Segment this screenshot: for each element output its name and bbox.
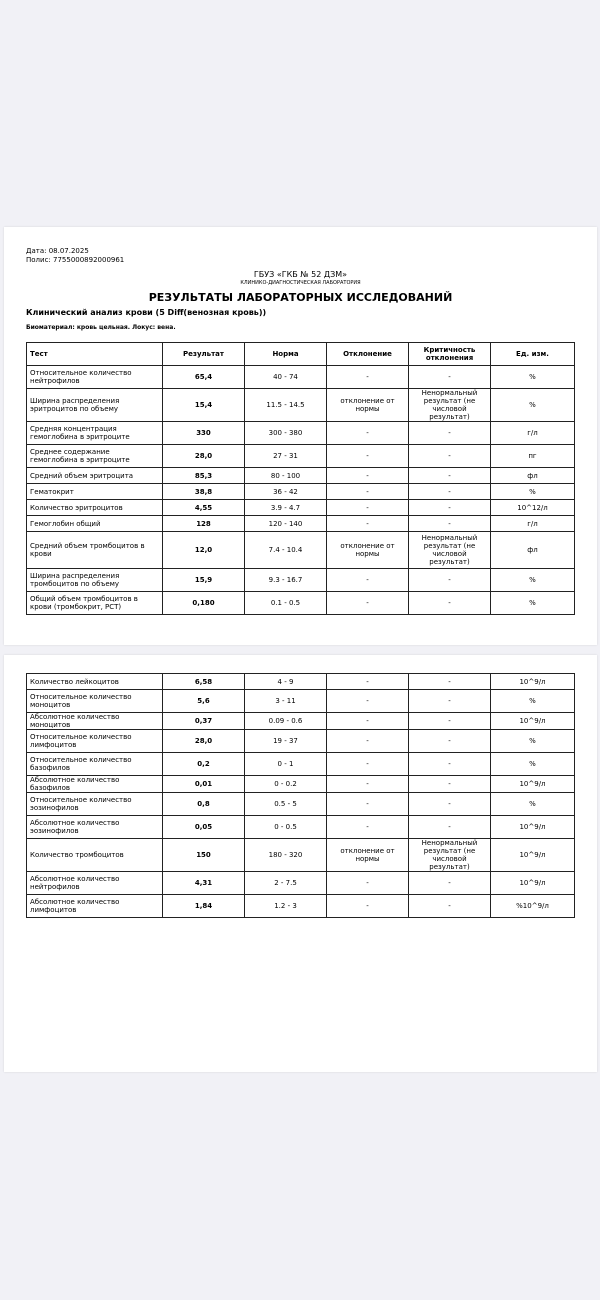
norm-range-cell: 180 - 320 (245, 839, 327, 872)
result-value-cell: 4,31 (163, 872, 245, 895)
report-page-1 (4, 227, 597, 645)
unit-cell: % (491, 484, 575, 500)
result-value-cell: 1,84 (163, 895, 245, 918)
norm-range-cell: 11.5 - 14.5 (245, 389, 327, 422)
norm-range-cell: 0 - 1 (245, 753, 327, 776)
table-row (27, 793, 575, 816)
table-row (27, 484, 575, 500)
criticality-cell: - (409, 872, 491, 895)
table-row (27, 516, 575, 532)
deviation-cell: - (327, 713, 409, 730)
test-name-cell: Количество лейкоцитов (27, 674, 163, 690)
criticality-cell: - (409, 516, 491, 532)
unit-cell: % (491, 366, 575, 389)
norm-range-cell: 0.5 - 5 (245, 793, 327, 816)
table-header-row (27, 343, 575, 366)
deviation-cell: - (327, 730, 409, 753)
deviation-cell: - (327, 592, 409, 615)
test-name-cell: Общий объем тромбоцитов в крови (тромбокрит, PCT) (27, 592, 163, 615)
unit-cell: % (491, 753, 575, 776)
column-header-criticality: Критичность отклонения (409, 343, 491, 366)
criticality-cell: - (409, 674, 491, 690)
result-value-cell: 0,180 (163, 592, 245, 615)
unit-cell: % (491, 592, 575, 615)
deviation-cell: - (327, 674, 409, 690)
report-page-2 (4, 655, 597, 1072)
criticality-cell: - (409, 753, 491, 776)
result-value-cell: 150 (163, 839, 245, 872)
unit-cell: %10^9/л (491, 895, 575, 918)
norm-range-cell: 3 - 11 (245, 690, 327, 713)
norm-range-cell: 0 - 0.2 (245, 776, 327, 793)
column-header-result: Результат (163, 343, 245, 366)
test-name-cell: Абсолютное количество лимфоцитов (27, 895, 163, 918)
result-value-cell: 0,05 (163, 816, 245, 839)
norm-range-cell: 0.1 - 0.5 (245, 592, 327, 615)
deviation-cell: - (327, 690, 409, 713)
deviation-cell: - (327, 445, 409, 468)
test-name-cell: Гематокрит (27, 484, 163, 500)
norm-range-cell: 9.3 - 16.7 (245, 569, 327, 592)
table-row (27, 592, 575, 615)
organization-name: ГБУЗ «ГКБ № 52 ДЗМ» (253, 270, 348, 279)
result-value-cell: 12,0 (163, 532, 245, 569)
norm-range-cell: 0 - 0.5 (245, 816, 327, 839)
unit-cell: фл (491, 532, 575, 569)
table-row (27, 422, 575, 445)
analysis-title: Клинический анализ крови (5 Diff(венозная кровь)) (26, 308, 267, 317)
criticality-cell: - (409, 690, 491, 713)
result-value-cell: 330 (163, 422, 245, 445)
table-row (27, 776, 575, 793)
norm-range-cell: 80 - 100 (245, 468, 327, 484)
criticality-cell: Ненормальный результат (не числовой результат) (409, 839, 491, 872)
result-value-cell: 4,55 (163, 500, 245, 516)
results-table-page-1 (26, 342, 575, 615)
deviation-cell: - (327, 366, 409, 389)
table-row (27, 445, 575, 468)
norm-range-cell: 19 - 37 (245, 730, 327, 753)
norm-range-cell: 300 - 380 (245, 422, 327, 445)
deviation-cell: отклонение от нормы (327, 532, 409, 569)
unit-cell: 10^9/л (491, 674, 575, 690)
deviation-cell: - (327, 776, 409, 793)
norm-range-cell: 40 - 74 (245, 366, 327, 389)
norm-range-cell: 2 - 7.5 (245, 872, 327, 895)
test-name-cell: Относительное количество моноцитов (27, 690, 163, 713)
test-name-cell: Средний объем эритроцита (27, 468, 163, 484)
criticality-cell: - (409, 500, 491, 516)
norm-range-cell: 1.2 - 3 (245, 895, 327, 918)
criticality-cell: - (409, 422, 491, 445)
policy-number: Полис: 7755000892000961 (26, 255, 125, 264)
deviation-cell: отклонение от нормы (327, 389, 409, 422)
table-row (27, 569, 575, 592)
test-name-cell: Средний объем тромбоцитов в крови (27, 532, 163, 569)
result-value-cell: 28,0 (163, 445, 245, 468)
results-table-page-2 (26, 673, 575, 918)
test-name-cell: Ширина распределения тромбоцитов по объему (27, 569, 163, 592)
table-row (27, 895, 575, 918)
result-value-cell: 0,37 (163, 713, 245, 730)
deviation-cell: отклонение от нормы (327, 839, 409, 872)
table-row (27, 366, 575, 389)
result-value-cell: 65,4 (163, 366, 245, 389)
norm-range-cell: 0.09 - 0.6 (245, 713, 327, 730)
norm-range-cell: 7.4 - 10.4 (245, 532, 327, 569)
result-value-cell: 0,2 (163, 753, 245, 776)
norm-range-cell: 36 - 42 (245, 484, 327, 500)
test-name-cell: Абсолютное количество моноцитов (27, 713, 163, 730)
deviation-cell: - (327, 895, 409, 918)
column-header-deviation: Отклонение (327, 343, 409, 366)
column-header-test: Тест (27, 343, 163, 366)
criticality-cell: - (409, 569, 491, 592)
result-value-cell: 15,4 (163, 389, 245, 422)
test-name-cell: Относительное количество эозинофилов (27, 793, 163, 816)
table-row (27, 389, 575, 422)
unit-cell: % (491, 793, 575, 816)
criticality-cell: - (409, 468, 491, 484)
table-row (27, 872, 575, 895)
deviation-cell: - (327, 484, 409, 500)
norm-range-cell: 3.9 - 4.7 (245, 500, 327, 516)
result-value-cell: 0,8 (163, 793, 245, 816)
norm-range-cell: 120 - 140 (245, 516, 327, 532)
unit-cell: 10^9/л (491, 776, 575, 793)
criticality-cell: - (409, 730, 491, 753)
test-name-cell: Абсолютное количество нейтрофилов (27, 872, 163, 895)
criticality-cell: - (409, 793, 491, 816)
unit-cell: % (491, 569, 575, 592)
unit-cell: 10^12/л (491, 500, 575, 516)
test-name-cell: Относительное количество базофилов (27, 753, 163, 776)
test-name-cell: Ширина распределения эритроцитов по объему (27, 389, 163, 422)
test-name-cell: Средняя концентрация гемоглобина в эритроците (27, 422, 163, 445)
unit-cell: фл (491, 468, 575, 484)
unit-cell: % (491, 730, 575, 753)
report-meta (26, 247, 124, 264)
criticality-cell: - (409, 895, 491, 918)
deviation-cell: - (327, 569, 409, 592)
test-name-cell: Гемоглобин общий (27, 516, 163, 532)
unit-cell: % (491, 690, 575, 713)
table-row (27, 500, 575, 516)
deviation-cell: - (327, 468, 409, 484)
criticality-cell: - (409, 445, 491, 468)
criticality-cell: Ненормальный результат (не числовой результат) (409, 389, 491, 422)
deviation-cell: - (327, 872, 409, 895)
table-row (27, 532, 575, 569)
test-name-cell: Количество тромбоцитов (27, 839, 163, 872)
table-row (27, 839, 575, 872)
unit-cell: пг (491, 445, 575, 468)
criticality-cell: - (409, 816, 491, 839)
result-value-cell: 0,01 (163, 776, 245, 793)
criticality-cell: - (409, 366, 491, 389)
criticality-cell: - (409, 592, 491, 615)
deviation-cell: - (327, 816, 409, 839)
laboratory-name: КЛИНИКО-ДИАГНОСТИЧЕСКАЯ ЛАБОРАТОРИЯ (240, 280, 361, 286)
test-name-cell: Абсолютное количество эозинофилов (27, 816, 163, 839)
result-value-cell: 28,0 (163, 730, 245, 753)
result-value-cell: 6,58 (163, 674, 245, 690)
unit-cell: 10^9/л (491, 816, 575, 839)
result-value-cell: 128 (163, 516, 245, 532)
table-row (27, 468, 575, 484)
test-name-cell: Абсолютное количество базофилов (27, 776, 163, 793)
result-value-cell: 5,6 (163, 690, 245, 713)
page-title: РЕЗУЛЬТАТЫ ЛАБОРАТОРНЫХ ИССЛЕДОВАНИЙ (148, 291, 453, 304)
report-date: Дата: 08.07.2025 (26, 247, 89, 255)
result-value-cell: 38,8 (163, 484, 245, 500)
result-value-cell: 85,3 (163, 468, 245, 484)
criticality-cell: - (409, 713, 491, 730)
unit-cell: % (491, 389, 575, 422)
criticality-cell: - (409, 484, 491, 500)
deviation-cell: - (327, 793, 409, 816)
criticality-cell: Ненормальный результат (не числовой результат) (409, 532, 491, 569)
deviation-cell: - (327, 753, 409, 776)
unit-cell: 10^9/л (491, 872, 575, 895)
table-row (27, 753, 575, 776)
test-name-cell: Относительное количество лимфоцитов (27, 730, 163, 753)
unit-cell: 10^9/л (491, 839, 575, 872)
biomaterial-info: Биоматериал: кровь цельная. Локус: вена. (26, 324, 176, 331)
table-row (27, 674, 575, 690)
deviation-cell: - (327, 500, 409, 516)
test-name-cell: Среднее содержание гемоглобина в эритроците (27, 445, 163, 468)
table-row (27, 690, 575, 713)
test-name-cell: Количество эритроцитов (27, 500, 163, 516)
table-row (27, 816, 575, 839)
column-header-norm: Норма (245, 343, 327, 366)
result-value-cell: 15,9 (163, 569, 245, 592)
table-row (27, 730, 575, 753)
norm-range-cell: 4 - 9 (245, 674, 327, 690)
criticality-cell: - (409, 776, 491, 793)
table-row (27, 713, 575, 730)
test-name-cell: Относительное количество нейтрофилов (27, 366, 163, 389)
deviation-cell: - (327, 422, 409, 445)
deviation-cell: - (327, 516, 409, 532)
unit-cell: г/л (491, 422, 575, 445)
column-header-unit: Ед. изм. (491, 343, 575, 366)
unit-cell: г/л (491, 516, 575, 532)
unit-cell: 10^9/л (491, 713, 575, 730)
norm-range-cell: 27 - 31 (245, 445, 327, 468)
